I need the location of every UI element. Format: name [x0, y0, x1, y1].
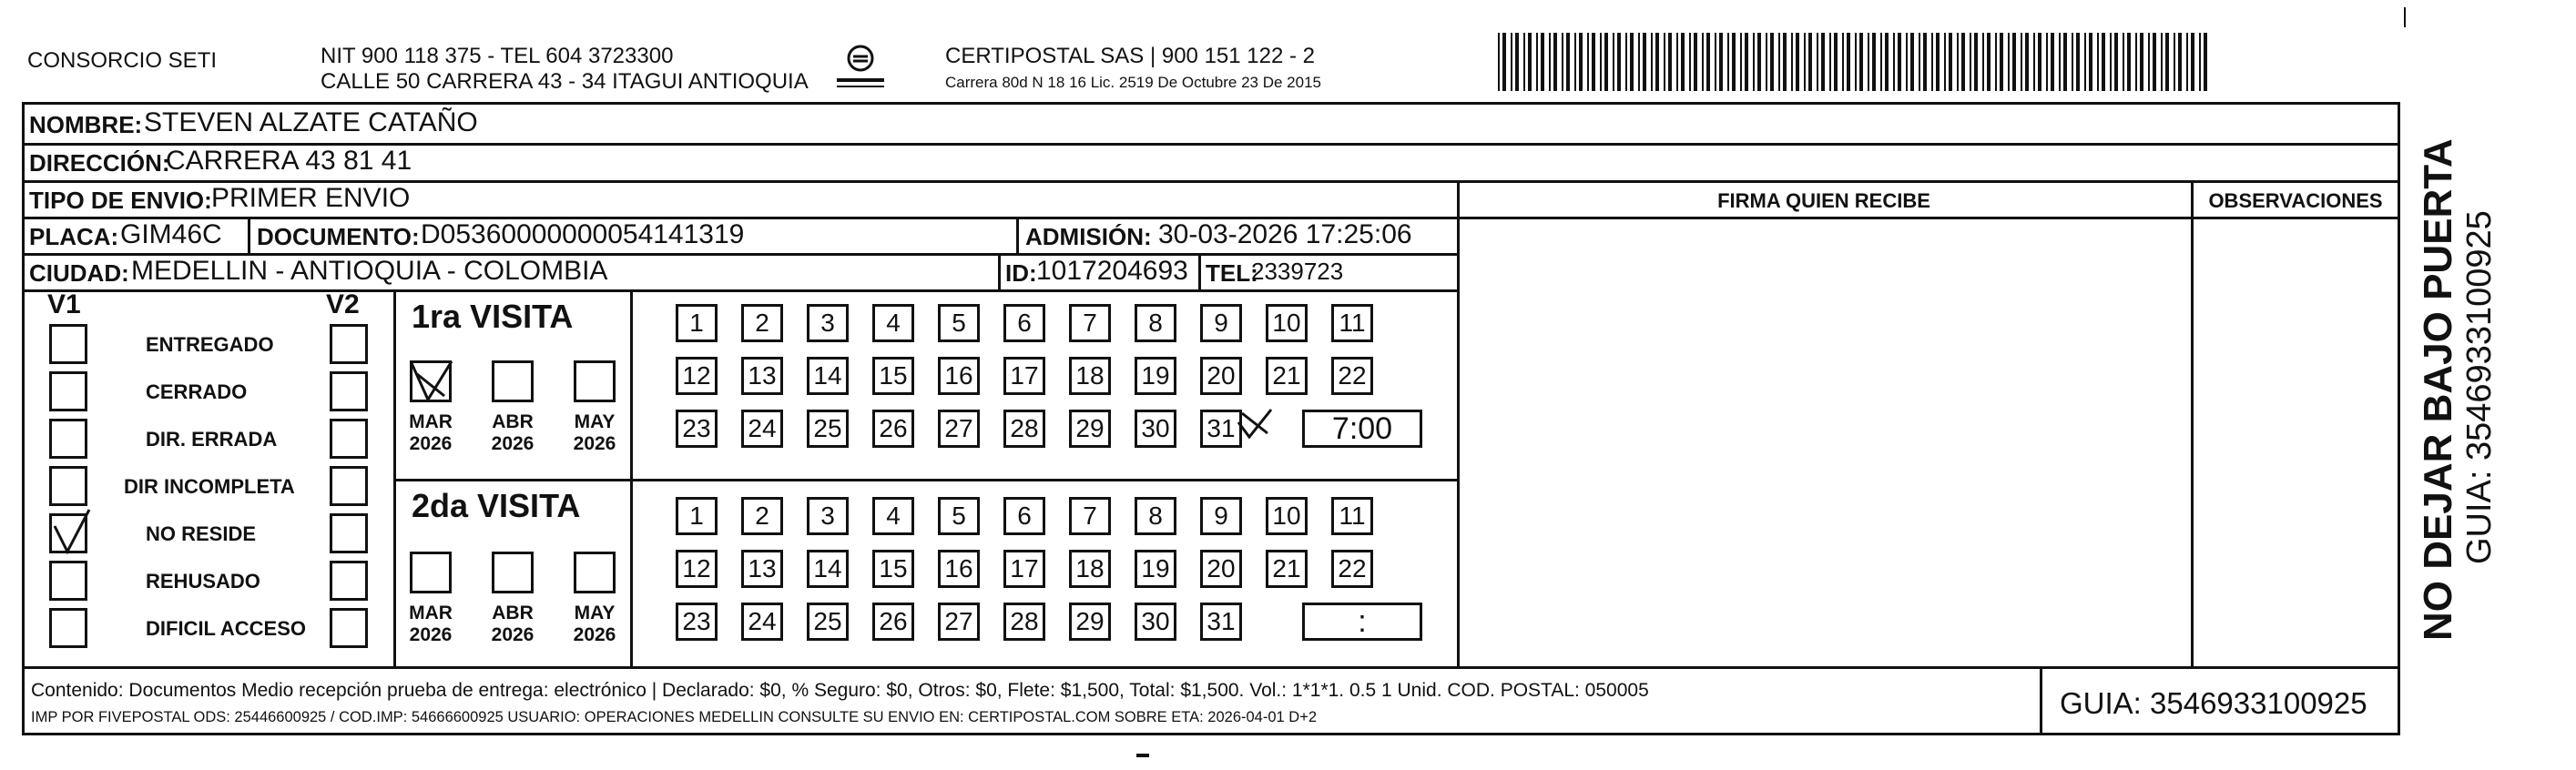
- direccion-value: CARRERA 43 81 41: [166, 146, 412, 176]
- barcode-bar: [1727, 33, 1729, 91]
- day-box[interactable]: 18: [1069, 550, 1111, 588]
- day-box[interactable]: 26: [872, 410, 914, 448]
- barcode-bar: [2123, 33, 2124, 91]
- day-box[interactable]: 6: [1003, 304, 1045, 342]
- barcode-bar: [1630, 33, 1634, 91]
- barcode-bar: [2153, 33, 2156, 91]
- day-box[interactable]: 13: [741, 550, 783, 588]
- day-box[interactable]: 22: [1331, 357, 1373, 395]
- barcode-bar: [1613, 33, 1614, 91]
- barcode-bar: [2089, 33, 2092, 91]
- day-box[interactable]: 8: [1135, 497, 1176, 535]
- visit2-title: 2da VISITA: [412, 487, 581, 524]
- barcode-bar: [1702, 33, 1704, 91]
- barcode-bar: [1694, 33, 1697, 91]
- documento-label: DOCUMENTO:: [257, 223, 420, 250]
- barcode-bar: [1617, 33, 1621, 91]
- barcode-bar: [2161, 33, 2163, 91]
- barcode-bar: [2114, 33, 2118, 91]
- barcode-bar: [1549, 33, 1551, 91]
- month-name: ABR: [492, 411, 534, 432]
- barcode-bar: [1770, 33, 1774, 91]
- barcode-bar: [1778, 33, 1780, 91]
- day-box[interactable]: 24: [741, 410, 783, 448]
- day-box[interactable]: 25: [807, 603, 849, 641]
- v1-checkbox[interactable]: [49, 324, 87, 364]
- time-field[interactable]: :: [1302, 603, 1422, 641]
- barcode-bar: [1651, 33, 1653, 91]
- month-checkbox[interactable]: [492, 360, 534, 402]
- barcode-bar: [2000, 33, 2003, 91]
- day-box[interactable]: 1: [676, 304, 718, 342]
- barcode-bar: [1562, 33, 1563, 91]
- barcode-bar: [1515, 33, 1519, 91]
- barcode-bar: [1668, 33, 1672, 91]
- tipo-envio-value: PRIMER ENVIO: [211, 183, 411, 213]
- barcode-bar: [1757, 33, 1761, 91]
- v1-checkbox[interactable]: [49, 608, 87, 648]
- barcode-bar: [1766, 33, 1767, 91]
- barcode-bar: [1536, 33, 1538, 91]
- time-field[interactable]: 7:00: [1302, 410, 1422, 448]
- month-year: 2026: [573, 433, 616, 455]
- month-year: 2026: [491, 433, 535, 455]
- month-year: 2026: [409, 624, 453, 646]
- month-label: [567, 411, 622, 455]
- day-box[interactable]: 15: [872, 550, 914, 588]
- barcode-bar: [1898, 33, 1901, 91]
- barcode-bar: [1868, 33, 1869, 91]
- month-year: 2026: [491, 624, 535, 646]
- day-box[interactable]: 29: [1069, 603, 1111, 641]
- day-box[interactable]: 19: [1135, 550, 1176, 588]
- barcode-bar: [1834, 33, 1838, 91]
- check-mark-icon: [408, 358, 455, 411]
- day-box[interactable]: 2: [741, 304, 783, 342]
- no-dejar-bajo-puerta: NO DEJAR BAJO PUERTA: [2416, 138, 2460, 641]
- barcode-bar: [1592, 33, 1595, 91]
- v1-checkbox[interactable]: [49, 371, 87, 411]
- check-mark-icon: [51, 508, 93, 560]
- v2-checkbox[interactable]: [330, 513, 368, 553]
- visit1-title: 1ra VISITA: [412, 298, 574, 335]
- day-box[interactable]: 17: [1003, 357, 1045, 395]
- barcode-bar: [2059, 33, 2061, 91]
- day-box[interactable]: 8: [1135, 304, 1176, 342]
- nombre-label: NOMBRE:: [29, 111, 143, 138]
- day-box[interactable]: 31: [1200, 603, 1242, 641]
- firma-header: FIRMA QUIEN RECIBE: [1717, 189, 1930, 212]
- barcode-bar: [2012, 33, 2016, 91]
- day-box[interactable]: 23: [676, 410, 718, 448]
- barcode-bar: [2025, 33, 2029, 91]
- day-box[interactable]: 29: [1069, 410, 1111, 448]
- barcode-bar: [1821, 33, 1825, 91]
- id-label: ID:: [1005, 259, 1037, 287]
- day-box[interactable]: 28: [1003, 603, 1045, 641]
- month-label: [403, 603, 458, 646]
- barcode-bar: [1910, 33, 1914, 91]
- day-box[interactable]: 1: [676, 497, 718, 535]
- barcode-bar: [1541, 33, 1544, 91]
- tipo-envio-label: TIPO DE ENVIO:: [29, 187, 212, 214]
- observaciones-header: OBSERVACIONES: [2208, 189, 2383, 212]
- barcode-bar: [2204, 33, 2207, 91]
- barcode-bar: [1664, 33, 1665, 91]
- v2-label: V2: [326, 289, 360, 319]
- month-name: ABR: [492, 603, 534, 623]
- barcode-bar: [2084, 33, 2086, 91]
- barcode-bar: [1796, 33, 1799, 91]
- month-name: MAR: [409, 603, 453, 623]
- barcode-bar: [1753, 33, 1755, 91]
- month-year: 2026: [409, 433, 453, 455]
- day-box[interactable]: 19: [1135, 357, 1176, 395]
- barcode-bar: [1791, 33, 1793, 91]
- barcode-bar: [2127, 33, 2131, 91]
- day-box[interactable]: 21: [1266, 550, 1308, 588]
- month-name: MAY: [574, 411, 616, 432]
- v2-checkbox[interactable]: [330, 466, 368, 506]
- day-box[interactable]: 27: [938, 603, 980, 641]
- barcode-bar: [1859, 33, 1863, 91]
- month-name: MAR: [409, 411, 453, 432]
- barcode-bar: [1817, 33, 1818, 91]
- v1-label: V1: [47, 289, 81, 319]
- barcode-bar: [1643, 33, 1646, 91]
- id-value: 1017204693: [1036, 256, 1188, 286]
- barcode-bar: [2021, 33, 2022, 91]
- scribble-mark-icon: [1235, 406, 1275, 447]
- license-line: Carrera 80d N 18 16 Lic. 2519 De Octubre 23 De 2015: [945, 74, 1321, 91]
- status-label: NO RESIDE: [146, 522, 257, 545]
- barcode-bar: [2076, 33, 2080, 91]
- barcode-bar: [1970, 33, 1971, 91]
- day-box[interactable]: 9: [1200, 497, 1242, 535]
- contenido-line: Contenido: Documentos Medio recepción prueba de entrega: electrónico | Declarado: $0, % Seguro: $0, Otros: $0, Flete: $1,500, Total: $1,500. Vol.: 1*1*1. 0.5 1 Unid. COD. POSTAL: 050005: [31, 680, 1649, 701]
- tel-label: TEL:: [1206, 259, 1258, 287]
- barcode-bar: [1498, 33, 1500, 91]
- barcode-icon: [1498, 33, 2217, 99]
- barcode-bar: [2008, 33, 2010, 91]
- barcode-bar: [1893, 33, 1895, 91]
- barcode-bar: [1931, 33, 1933, 91]
- v2-checkbox[interactable]: [330, 419, 368, 459]
- barcode-bar: [2038, 33, 2041, 91]
- barcode-bar: [1974, 33, 1978, 91]
- day-box[interactable]: 6: [1003, 497, 1045, 535]
- day-box[interactable]: 18: [1069, 357, 1111, 395]
- day-box[interactable]: 26: [872, 603, 914, 641]
- barcode-bar: [2110, 33, 2112, 91]
- day-box[interactable]: 5: [938, 304, 980, 342]
- v2-checkbox[interactable]: [330, 608, 368, 648]
- certipostal-logo-icon: [833, 44, 888, 101]
- barcode-bar: [1502, 33, 1506, 91]
- barcode-bar: [1625, 33, 1627, 91]
- day-box[interactable]: 20: [1200, 550, 1242, 588]
- status-label: DIFICIL ACCESO: [146, 617, 307, 640]
- admision-value: 30-03-2026 17:25:06: [1158, 219, 1412, 249]
- day-box[interactable]: 7: [1069, 497, 1111, 535]
- barcode-bar: [1961, 33, 1965, 91]
- imp-line: IMP POR FIVEPOSTAL ODS: 25446600925 / COD.IMP: 54666600925 USUARIO: OPERACIONES MEDELLIN CONSULTE SU ENVIO EN: CERTIPOSTAL.COM SOBRE ETA: 2026-04-01 D+2: [31, 709, 1318, 725]
- day-box[interactable]: 31: [1200, 410, 1242, 448]
- ciudad-label: CIUDAD:: [29, 259, 129, 287]
- day-box[interactable]: 14: [807, 357, 849, 395]
- barcode-bar: [1842, 33, 1844, 91]
- tel-value: 2339723: [1251, 258, 1344, 285]
- barcode-bar: [1638, 33, 1640, 91]
- v2-checkbox[interactable]: [330, 371, 368, 411]
- status-label: DIR. ERRADA: [146, 428, 278, 451]
- barcode-bar: [2033, 33, 2035, 91]
- barcode-bar: [2102, 33, 2105, 91]
- v1-checkbox[interactable]: [49, 561, 87, 601]
- month-checkbox[interactable]: [574, 360, 616, 402]
- barcode-bar: [2186, 33, 2188, 91]
- documento-value: D05360000000054141319: [421, 219, 745, 249]
- barcode-bar: [1987, 33, 1991, 91]
- month-label: [567, 603, 622, 646]
- day-box[interactable]: 3: [807, 304, 849, 342]
- day-box[interactable]: 12: [676, 357, 718, 395]
- barcode-bar: [1681, 33, 1685, 91]
- placa-label: PLACA:: [29, 223, 119, 250]
- barcode-bar: [2135, 33, 2137, 91]
- day-box[interactable]: 10: [1266, 497, 1308, 535]
- day-box[interactable]: 25: [807, 410, 849, 448]
- barcode-bar: [2148, 33, 2150, 91]
- day-box[interactable]: 14: [807, 550, 849, 588]
- barcode-bar: [1855, 33, 1857, 91]
- barcode-bar: [1655, 33, 1659, 91]
- v1-checkbox[interactable]: [49, 466, 87, 506]
- day-box[interactable]: 17: [1003, 550, 1045, 588]
- day-box[interactable]: 4: [872, 304, 914, 342]
- month-checkbox[interactable]: [492, 552, 534, 593]
- barcode-bar: [1511, 33, 1512, 91]
- day-box[interactable]: 21: [1266, 357, 1308, 395]
- barcode-bar: [2165, 33, 2169, 91]
- barcode-bar: [1574, 33, 1576, 91]
- day-box[interactable]: 3: [807, 497, 849, 535]
- barcode-bar: [1523, 33, 1525, 91]
- status-label: ENTREGADO: [146, 333, 274, 356]
- barcode-bar: [1604, 33, 1608, 91]
- barcode-bar: [1957, 33, 1959, 91]
- barcode-bar: [1689, 33, 1691, 91]
- nombre-value: STEVEN ALZATE CATAÑO: [144, 107, 478, 137]
- barcode-bar: [2097, 33, 2099, 91]
- barcode-bar: [1804, 33, 1806, 91]
- day-box[interactable]: 23: [676, 603, 718, 641]
- barcode-bar: [1706, 33, 1710, 91]
- barcode-bar: [2046, 33, 2048, 91]
- barcode-bar: [1587, 33, 1589, 91]
- day-box[interactable]: 22: [1331, 550, 1373, 588]
- barcode-bar: [1528, 33, 1532, 91]
- day-box[interactable]: 10: [1266, 304, 1308, 342]
- barcode-bar: [1740, 33, 1742, 91]
- day-box[interactable]: 12: [676, 550, 718, 588]
- month-label: [485, 411, 540, 455]
- direccion-label: DIRECCIÓN:: [29, 149, 170, 177]
- barcode-bar: [1885, 33, 1889, 91]
- month-name: MAY: [574, 603, 616, 623]
- footer-guia: GUIA: 3546933100925: [2060, 686, 2367, 720]
- carrier-line: CERTIPOSTAL SAS | 900 151 122 - 2: [945, 44, 1315, 68]
- company-name: CONSORCIO SETI: [27, 48, 218, 73]
- barcode-bar: [1676, 33, 1678, 91]
- barcode-bar: [1944, 33, 1946, 91]
- month-checkbox[interactable]: [574, 552, 616, 593]
- barcode-bar: [2072, 33, 2073, 91]
- v1-checkbox[interactable]: [49, 419, 87, 459]
- barcode-bar: [1847, 33, 1850, 91]
- day-box[interactable]: 2: [741, 497, 783, 535]
- barcode-bar: [1719, 33, 1723, 91]
- month-checkbox[interactable]: [410, 552, 452, 593]
- day-box[interactable]: 9: [1200, 304, 1242, 342]
- month-label: [485, 603, 540, 646]
- side-guia: GUIA: 3546933100925: [2460, 210, 2499, 564]
- day-box[interactable]: 15: [872, 357, 914, 395]
- barcode-bar: [2178, 33, 2182, 91]
- barcode-bar: [1808, 33, 1812, 91]
- day-box[interactable]: 11: [1331, 304, 1373, 342]
- barcode-bar: [1829, 33, 1831, 91]
- day-box[interactable]: 5: [938, 497, 980, 535]
- barcode-bar: [2174, 33, 2175, 91]
- barcode-bar: [1880, 33, 1882, 91]
- day-box[interactable]: 30: [1135, 410, 1176, 448]
- day-box[interactable]: 13: [741, 357, 783, 395]
- barcode-bar: [2051, 33, 2054, 91]
- day-box[interactable]: 16: [938, 550, 980, 588]
- day-box[interactable]: 30: [1135, 603, 1176, 641]
- month-year: 2026: [573, 624, 616, 646]
- status-label: REHUSADO: [146, 570, 260, 593]
- v2-checkbox[interactable]: [330, 561, 368, 601]
- barcode-bar: [2199, 33, 2201, 91]
- barcode-bar: [1982, 33, 1984, 91]
- day-box[interactable]: 24: [741, 603, 783, 641]
- ciudad-value: MEDELLIN - ANTIOQUIA - COLOMBIA: [131, 256, 608, 286]
- barcode-bar: [1745, 33, 1748, 91]
- barcode-bar: [1923, 33, 1927, 91]
- barcode-bar: [1579, 33, 1583, 91]
- barcode-bar: [1995, 33, 1997, 91]
- day-box[interactable]: 4: [872, 497, 914, 535]
- barcode-bar: [1715, 33, 1716, 91]
- admision-label: ADMISIÓN:: [1025, 223, 1152, 250]
- day-box[interactable]: 28: [1003, 410, 1045, 448]
- barcode-bar: [1906, 33, 1908, 91]
- v2-checkbox[interactable]: [330, 324, 368, 364]
- barcode-bar: [1783, 33, 1787, 91]
- barcode-bar: [2063, 33, 2067, 91]
- barcode-bar: [1949, 33, 1952, 91]
- address-line: CALLE 50 CARRERA 43 - 34 ITAGUI ANTIOQUIA: [321, 69, 809, 94]
- month-label: [403, 411, 458, 455]
- barcode-bar: [1919, 33, 1920, 91]
- barcode-bar: [1936, 33, 1940, 91]
- nit-line: NIT 900 118 375 - TEL 604 3723300: [321, 44, 674, 68]
- barcode-bar: [2140, 33, 2143, 91]
- status-label: CERRADO: [146, 380, 248, 403]
- barcode-bar: [1872, 33, 1876, 91]
- barcode-bar: [1566, 33, 1570, 91]
- status-label: DIR INCOMPLETA: [124, 475, 295, 498]
- day-box[interactable]: 20: [1200, 357, 1242, 395]
- day-box[interactable]: 11: [1331, 497, 1373, 535]
- barcode-bar: [2191, 33, 2194, 91]
- day-box[interactable]: 7: [1069, 304, 1111, 342]
- placa-value: GIM46C: [120, 219, 222, 249]
- day-box[interactable]: 27: [938, 410, 980, 448]
- day-box[interactable]: 16: [938, 357, 980, 395]
- barcode-bar: [1600, 33, 1602, 91]
- barcode-bar: [1732, 33, 1736, 91]
- barcode-bar: [1553, 33, 1557, 91]
